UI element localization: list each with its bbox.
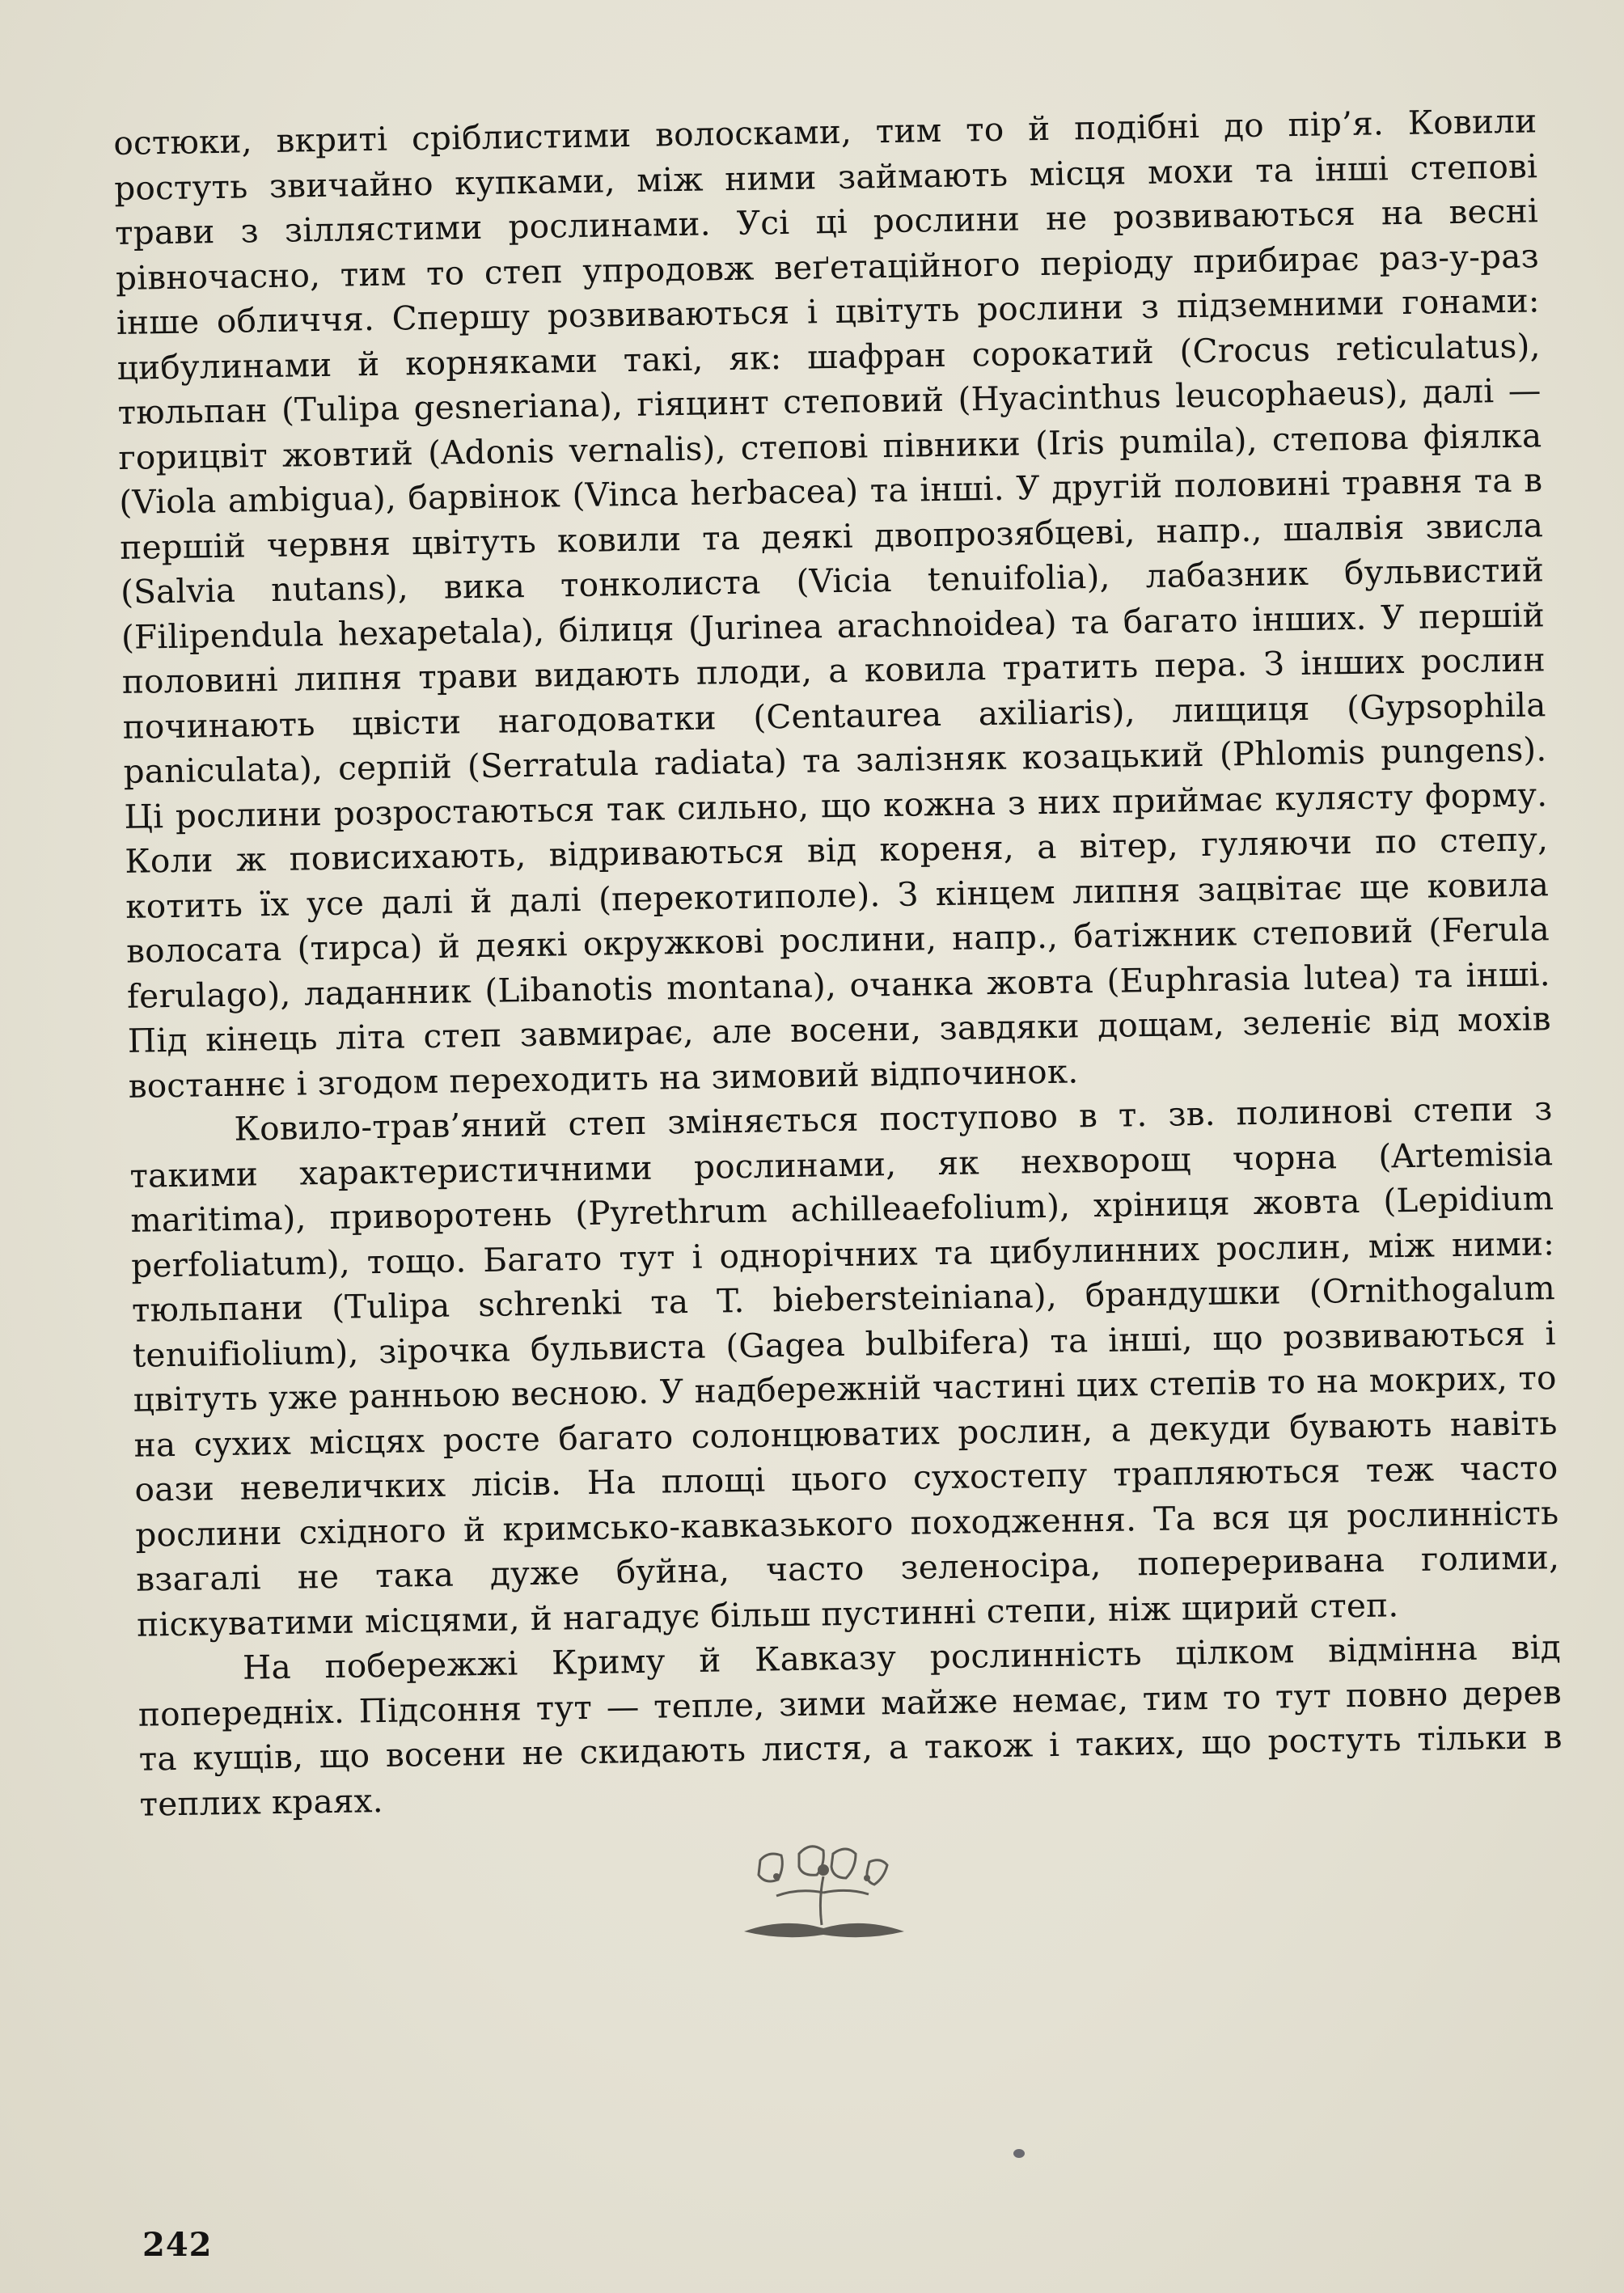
page-number: 242: [142, 2226, 213, 2264]
ink-speck: [1013, 2149, 1025, 2158]
paragraph-1: остюки, вкриті сріблистими волосками, тим то й подібні до пір’я. Ковили ростуть звичайно купками, між ними займають місця мохи та інші степові трави з зіллястими рослинами. Усі ці рослини не розвиваються на весні рівночасно, тим то степ упродовж веґетаційного періоду прибирає раз-у-раз інше обличчя. Спершу розвиваються і цвітуть рослини з підземними гонами: цибулинами й корняками такі, як: шафран сорокатий (Crocus reticulatus), тюльпан (Tulipa gesneriana), гіяцинт степовий (Hyacinthus leucophaeus), далі — горицвіт жовтий (Adonis vernalis), степові півники (Iris pumila), степова фіялка (Viola ambigua), барвінок (Vinca herbacea) та інші. У другій половині травня та в першій червня цвітуть ковили та деякі двопрозябцеві, напр., шалвія звисла (Salvia nutans), вика тонколиста (Vicia tenuifolia), лабазник бульвистий (Filipendula hexapetala), білиця (Jurinea arachnoidea) та багато інших. У першій половині липня трави видають плоди, а ковила тратить пера. З інших рослин починають цвісти нагодоватки (Centaurea axiliaris), лищиця (Gypsophila paniculata), серпій (Serratula radiata) та залізняк козацький (Phlomis pungens). Ці рослини розростаються так сильно, що кожна з них приймає кулясту форму. Коли ж повисихають, відриваються від кореня, а вітер, гуляючи по степу, котить їх усе далі й далі (перекотиполе). З кінцем липня зацвітає ще ковила волосата (тирса) й деякі окружкові рослини, напр., батіжник степовий (Ferula ferulago), ладанник (Libanotis montana), очанка жовта (Euphrasia lutea) та інші. Під кінець літа степ завмирає, але восени, завдяки дощам, зеленіє від мохів востаннє і згодом переходить на зимовий відпочинок.: [113, 101, 1552, 1106]
paragraph-3: На побережжі Криму й Кавказу рослинність цілком відмінна від попередніх. Підсоння тут — тепле, зими майже немає, тим то тут повно дерев та кущів, що восени не скидають листя, а також і таких, що ростуть тільки в теплих краях.: [137, 1627, 1563, 1824]
paragraph-2: Ковило-трав’яний степ зміняється поступово в т. зв. полинові степи з такими характеристичними рослинами, як нехворощ чорна (Artemisia maritima), приворотень (Pyrethrum achilleaefolium), хріниця жовта (Lepidium perfoliatum), тощо. Багато тут і однорічних та цибулинних рослин, між ними: тюльпани (Tulipa schrenki та T. biebersteiniana), брандушки (Ornithogalum tenuifiolium), зірочка бульвиста (Gagea bulbifera) та інші, що розвиваються і цвітуть уже ранньою весною. У надбережній частині цих степів то на мокрих, то на сухих місцях росте багато солонцюватих рослин, а декуди бувають навіть оази невеличких лісів. На площі цього сухостепу трапляються теж часто рослини східного й кримсько-кавказького походження. Та вся ця рослинність взагалі не така дуже буйна, часто зеленосіра, поперериванa голими, піскуватими місцями, й нагадує більш пустинні степи, ніж щирий степ.: [129, 1089, 1560, 1644]
floral-ornament-icon: [728, 1836, 914, 1949]
body-text: [113, 99, 1563, 1826]
